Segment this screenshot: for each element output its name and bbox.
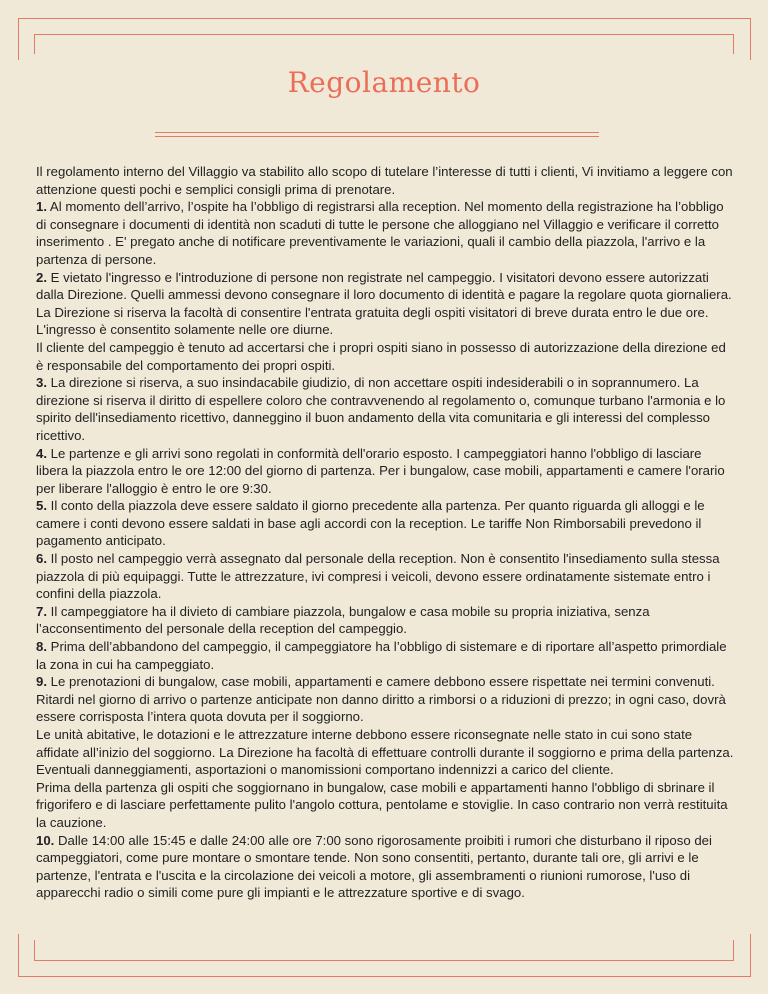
rule-number: 5. [36, 498, 47, 514]
rule-9 [36, 673, 736, 726]
rule-6 [36, 550, 736, 603]
rule-number: 9. [36, 674, 47, 690]
rule-text: Il regolamento interno del Villaggio va stabilito allo scopo di tutelare l’interesse di tutti i clienti, Vi invitiamo a leggere con attenzione questi pochi e semplici consigli prima di prenotare. [36, 164, 733, 197]
rule-text: Le unità abitative, le dotazioni e le attrezzature interne debbono essere riconsegnate nelle stato in cui sono state affidate all’inizio del soggiorno. La Direzione ha facoltà di effettuare controlli durante il soggiorno e prima della partenza. Eventuali danneggiamenti, asportazioni o manomissioni comportano indennizzi a carico del cliente. [36, 727, 734, 778]
rule-number: 2. [36, 269, 47, 285]
rule-text: Le partenze e gli arrivi sono regolati in conformità dell'orario esposto. I campeggiatori hanno l'obbligo di lasciare libera la piazzola entro le ore 12:00 del giorno di partenza. Per i bungalow, case mobili, appartamenti e camere l'orario per liberare l'alloggio è entro le ore 9:30. [36, 445, 725, 496]
rule-number: 3. [36, 375, 47, 391]
rule-text: Dalle 14:00 alle 15:45 e dalle 24:00 alle ore 7:00 sono rigorosamente proibiti i rumori che disturbano il riposo dei campeggiatori, come pure montare o smontare tende. Non sono consentiti, pertanto, durante tali ore, gli arrivi e le partenze, l'entrata e l'uscita e la circolazione dei veicoli a motore, gli assembramenti o riunioni rumorose, l'uso di apparecchi radio o simili come pure gli impianti e le attrezzature sportive e di svago. [36, 832, 712, 901]
rule-number: 7. [36, 603, 47, 619]
rule-number: 10. [36, 832, 55, 848]
paragraph [36, 726, 736, 779]
title-divider [155, 132, 599, 137]
rule-number: 6. [36, 551, 47, 567]
rule-number: 4. [36, 445, 47, 461]
rule-text: Il conto della piazzola deve essere saldato il giorno precedente alla partenza. Per quanto riguarda gli alloggi e le camere i conti devono essere saldati in base agli accordi con la reception. Le tariffe Non Rimborsabili prevedono il pagamento anticipato. [36, 498, 705, 549]
rule-3 [36, 374, 736, 444]
page-title: Regolamento [287, 66, 481, 99]
rule-text: Le prenotazioni di bungalow, case mobili, appartamenti e camere debbono essere rispettate nei termini convenuti. Ritardi nel giorno di arrivo o partenze anticipate non danno diritto a rimborsi o a riduzioni di prezzo; in ogni caso, dovrà essere corrisposta l’intera quota dovuta per il soggiorno. [36, 674, 726, 725]
rule-7 [36, 603, 736, 638]
rule-text: Il posto nel campeggio verrà assegnato dal personale della reception. Non è consentito l'insediamento sulla stessa piazzola di più equipaggi. Tutte le attrezzature, ivi compresi i veicoli, devono essere ordinatamente sistemate entro i confini della piazzola. [36, 551, 720, 602]
paragraph [36, 779, 736, 832]
rule-5 [36, 497, 736, 550]
rule-text: Il cliente del campeggio è tenuto ad accertarsi che i propri ospiti siano in possesso di autorizzazione della direzione ed è responsabile del comportamento dei propri ospiti. [36, 339, 726, 373]
rule-2 [36, 269, 736, 339]
paragraph [36, 163, 736, 198]
rule-4 [36, 445, 736, 498]
rule-number: 8. [36, 639, 47, 655]
regulation-text [36, 163, 736, 902]
rule-1 [36, 198, 736, 268]
rule-text: Il campeggiatore ha il divieto di cambiare piazzola, bungalow e casa mobile su propria iniziativa, senza l’acconsentimento del personale della reception del campeggio. [36, 603, 650, 637]
rule-text: La direzione si riserva, a suo insindacabile giudizio, di non accettare ospiti indesiderabili o in soprannumero. La direzione si riserva il diritto di espellere coloro che contravvenendo al regolamento o, comunque turbano l'armonia e lo spirito dell'insediamento ricettivo, danneggino il buon andamento della vita comunitaria e gli interessi del complesso ricettivo. [36, 375, 726, 443]
rule-10 [36, 832, 736, 902]
rule-text: Al momento dell’arrivo, l’ospite ha l’obbligo di registrarsi alla reception. Nel momento della registrazione ha l’obbligo di consegnare i documenti di identità non scaduti di tutte le persone che alloggiano nel Villaggio e verificare il corretto inserimento . E' pregato anche di notificare preventivamente le variazioni, quali il cambio della piazzola, l'arrivo e la partenza di persone. [36, 199, 724, 267]
rule-number: 1. [36, 199, 47, 215]
rule-text: Prima della partenza gli ospiti che soggiornano in bungalow, case mobili e appartamenti hanno l'obbligo di sbrinare il frigorifero e di lasciare perfettamente pulito l'angolo cottura, pentolame e stoviglie. In caso contrario non verrà restituita la cauzione. [36, 779, 728, 830]
paragraph [36, 339, 736, 374]
rule-text: Prima dell’abbandono del campeggio, il campeggiatore ha l’obbligo di sistemare e di riportare all’aspetto primordiale la zona in cui ha campeggiato. [36, 639, 727, 672]
rule-8 [36, 638, 736, 673]
rule-text: E vietato l'ingresso e l'introduzione di persone non registrate nel campeggio. I visitatori devono essere autorizzati dalla Direzione. Quelli ammessi devono consegnare il loro documento di identità e pagare la regolare quota giornaliera. La Direzione si riserva la facoltà di consentire l'entrata gratuita degli ospiti visitatori di breve durata entro le due ore. L'ingresso è consentito solamente nelle ore diurne. [36, 269, 732, 338]
